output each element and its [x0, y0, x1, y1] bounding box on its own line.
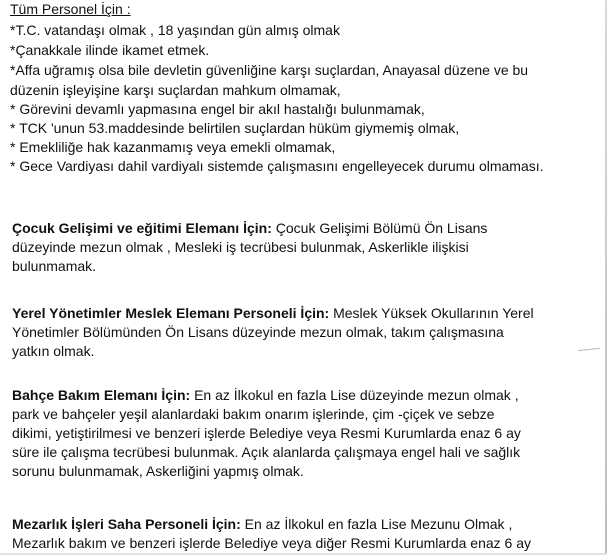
position-text: süre ile çalışma tecrübesi bulunmak. Açık alanlarda çalışmaya engel hali ve sağlık	[12, 444, 521, 460]
position-title: Mezarlık İşleri Saha Personeli İçin:	[12, 516, 241, 532]
requirement-line: * Emekliliğe hak kazanmamış veya emekli olmamak,	[10, 139, 336, 155]
requirement-line: *Çanakkale ilinde ikamet etmek.	[10, 42, 210, 58]
position-title: Bahçe Bakım Elemanı İçin:	[12, 387, 191, 403]
position-cemetery-staff	[12, 515, 602, 553]
position-garden-maintenance	[12, 386, 602, 481]
requirement-line: * Görevini devamlı yapmasına engel bir akıl hastalığı bulunmamak,	[10, 101, 425, 117]
requirement-line: düzenin işleyişine karşı suçlardan mahkum olmamak,	[10, 82, 341, 98]
requirement-line: *Affa uğramış olsa bile devletin güvenliğine karşı suçlardan, Anayasal düzene ve bu	[10, 62, 529, 78]
position-title: Çocuk Gelişimi ve eğitimi Elemanı İçin:	[12, 220, 272, 236]
position-text: Çocuk Gelişimi Bölümü Ön Lisans	[271, 220, 488, 236]
requirement-line: *T.C. vatandaşı olmak , 18 yaşından gün almış olmak	[10, 22, 340, 38]
position-title: Yerel Yönetimler Meslek Elemanı Personeli İçin:	[12, 305, 330, 321]
position-text: Mezarlık bakım ve benzeri işlerde Belediye veya diğer Resmi Kurumlarda enaz 6 ay	[12, 535, 532, 551]
position-text: dikimi, yetiştirilmesi ve benzeri işlerde Belediye veya Resmi Kurumlarda enaz 6 ay	[12, 425, 521, 441]
position-child-development	[12, 219, 602, 276]
position-text: yatkın olmak.	[12, 343, 95, 359]
position-text: sorunu bulunmamak, Askerliğini yapmış olmak.	[12, 463, 304, 479]
general-requirements-heading: Tüm Personel İçin :	[10, 1, 131, 17]
position-text: En az İlkokul en fazla Lise Mezunu Olmak ,	[240, 516, 513, 532]
requirement-line: * TCK 'unun 53.maddesinde belirtilen suçlardan hüküm giymemiş olmak,	[10, 120, 460, 136]
position-text: düzeyinde mezun olmak , Mesleki iş tecrübesi bulunmak, Askerlikle ilişkisi	[12, 239, 469, 255]
position-text: Meslek Yüksek Okullarının Yerel	[329, 305, 534, 321]
position-text: bulunmamak.	[12, 258, 97, 274]
requirement-line: * Gece Vardiyası dahil vardiyalı sistemde çalışmasını engelleyecek durumu olmaması.	[10, 158, 544, 174]
position-text: En az İlkokul en fazla Lise düzeyinde mezun olmak ,	[190, 387, 519, 403]
position-text: park ve bahçeler yeşil alanlardaki bakım onarım işlerinde, çim -çiçek ve sebze	[12, 406, 495, 422]
position-text: Yönetimler Bölümünden Ön Lisans düzeyinde mezun olmak, takım çalışmasına	[12, 324, 504, 340]
position-local-government	[12, 304, 602, 361]
